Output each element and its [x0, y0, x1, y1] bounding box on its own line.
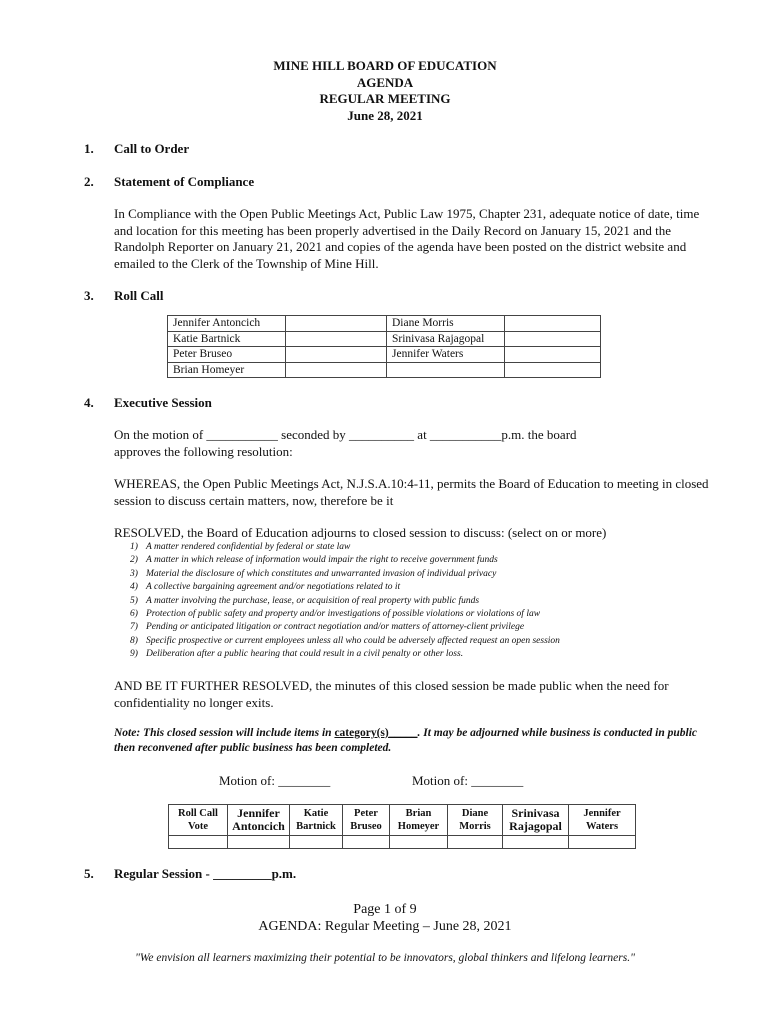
exec-motion [114, 427, 714, 460]
table-row [168, 347, 601, 363]
vote-cell [390, 836, 448, 849]
vote-cell [569, 836, 636, 849]
vote-header-homeyer: Brian Homeyer [390, 805, 448, 836]
list-item: 5) A matter involving the purchase, lease, or acquisition of real property with public funds [130, 595, 480, 606]
note-suffix: . It may be adjourned while business is conducted in public then reconvened after public business has been completed. [114, 727, 698, 754]
motion-of-second: Motion of: ________ [412, 773, 524, 788]
table-row [168, 362, 601, 378]
section-1-title: Call to Order [114, 141, 190, 156]
roll-name: Jennifer Antoncich [168, 316, 286, 332]
section-2-title: Statement of Compliance [114, 174, 255, 189]
roll-check [286, 331, 387, 347]
list-item: 9) Deliberation after a public hearing that could result in a civil penalty or other loss. [130, 649, 464, 660]
vote-cell [228, 836, 290, 849]
roll-name: Katie Bartnick [168, 331, 286, 347]
section-3-title: Roll Call [114, 288, 164, 303]
vote-header-antoncich: Jennifer Antoncich [228, 805, 290, 836]
roll-name [387, 362, 505, 378]
further-resolved-clause: AND BE IT FURTHER RESOLVED, the minutes of this closed session be made public when the need for confidentiality no longer exits. [114, 678, 669, 710]
list-item: 2) A matter in which release of information would impair the right to receive government funds [130, 555, 498, 566]
vote-cell [343, 836, 390, 849]
exec-motion-line-1: On the motion of ___________ seconded by __________ at ___________p.m. the board [114, 427, 577, 442]
vote-cell [448, 836, 503, 849]
list-item: 6) Protection of public safety and property and/or investigations of possible violations or violations of law [130, 609, 541, 620]
roll-check [505, 347, 601, 363]
header-date: June 28, 2021 [347, 107, 423, 123]
roll-check [505, 362, 601, 378]
roll-name: Srinivasa Rajagopal [387, 331, 505, 347]
roll-name: Brian Homeyer [168, 362, 286, 378]
list-item: 7) Pending or anticipated litigation or contract negotiation and/or matters of attorney-client privilege [130, 622, 525, 633]
footer-agenda-title: AGENDA: Regular Meeting – June 28, 2021 [258, 919, 512, 934]
table-row [169, 805, 636, 836]
vote-header-waters: Jennifer Waters [569, 805, 636, 836]
table-row [168, 331, 601, 347]
roll-check [505, 331, 601, 347]
roll-call-table [167, 315, 601, 378]
roll-check [286, 316, 387, 332]
vote-header-roll-call: Roll Call Vote [169, 805, 228, 836]
list-item: 8) Specific prospective or current employees unless all who could be adversely affected request an open session [130, 635, 560, 646]
roll-call-vote-table [168, 804, 636, 849]
roll-check [286, 362, 387, 378]
closed-session-topic-list [130, 541, 690, 662]
roll-check [286, 347, 387, 363]
roll-name: Jennifer Waters [387, 347, 505, 363]
header-board-name: MINE HILL BOARD OF EDUCATION [273, 58, 497, 73]
closed-session-note [114, 726, 714, 756]
whereas-clause: WHEREAS, the Open Public Meetings Act, N.J.S.A.10:4-11, permits the Board of Education to meeting in closed session to discuss certain matters, now, therefore be it [114, 476, 709, 508]
vote-header-morris: Diane Morris [448, 805, 503, 836]
note-category: category(s)_____ [334, 727, 418, 739]
roll-name: Peter Bruseo [168, 347, 286, 363]
roll-name: Diane Morris [387, 316, 505, 332]
resolved-clause: RESOLVED, the Board of Education adjourns to closed session to discuss: (select on or more) [114, 525, 607, 540]
vote-cell [503, 836, 569, 849]
vote-cell [290, 836, 343, 849]
section-1-number: 1. [84, 141, 94, 156]
header-meeting-type: REGULAR MEETING [319, 91, 451, 106]
section-4-title: Executive Session [114, 395, 212, 410]
page-number: Page 1 of 9 [353, 902, 417, 917]
motion-of-first: Motion of: ________ [219, 773, 331, 788]
district-motto: "We envision all learners maximizing their potential to be innovators, global thinkers and lifelong learners." [135, 952, 635, 964]
table-row [169, 836, 636, 849]
vote-cell [169, 836, 228, 849]
section-4-number: 4. [84, 395, 94, 410]
exec-motion-line-2: approves the following resolution: [114, 443, 293, 459]
note-prefix: Note: This closed session will include items in [114, 727, 335, 739]
vote-header-rajagopal: Srinivasa Rajagopal [503, 805, 569, 836]
section-3-number: 3. [84, 288, 94, 303]
list-item: 4) A collective bargaining agreement and/or negotiations related to it [130, 582, 401, 593]
document-header [0, 58, 770, 124]
section-2-number: 2. [84, 174, 94, 189]
header-agenda: AGENDA [356, 74, 414, 90]
vote-header-bruseo: Peter Bruseo [343, 805, 390, 836]
list-item: 3) Material the disclosure of which constitutes and unwarranted invasion of individual privacy [130, 568, 497, 579]
roll-check [505, 316, 601, 332]
compliance-statement: In Compliance with the Open Public Meetings Act, Public Law 1975, Chapter 231, adequate notice of date, time and location for this meeting has been properly advertised in the Daily Record on January 15, 2021 and the Randolph Reporter on January 21, 2021 and copies of the agenda have been posted on the district website and emailed to the Clerk of the Township of Mine Hill. [114, 206, 700, 271]
vote-header-bartnick: Katie Bartnick [290, 805, 343, 836]
table-row [168, 316, 601, 332]
section-5-number: 5. [84, 866, 94, 881]
list-item: 1) A matter rendered confidential by federal or state law [130, 542, 351, 552]
section-5-title: Regular Session - _________p.m. [114, 866, 297, 881]
